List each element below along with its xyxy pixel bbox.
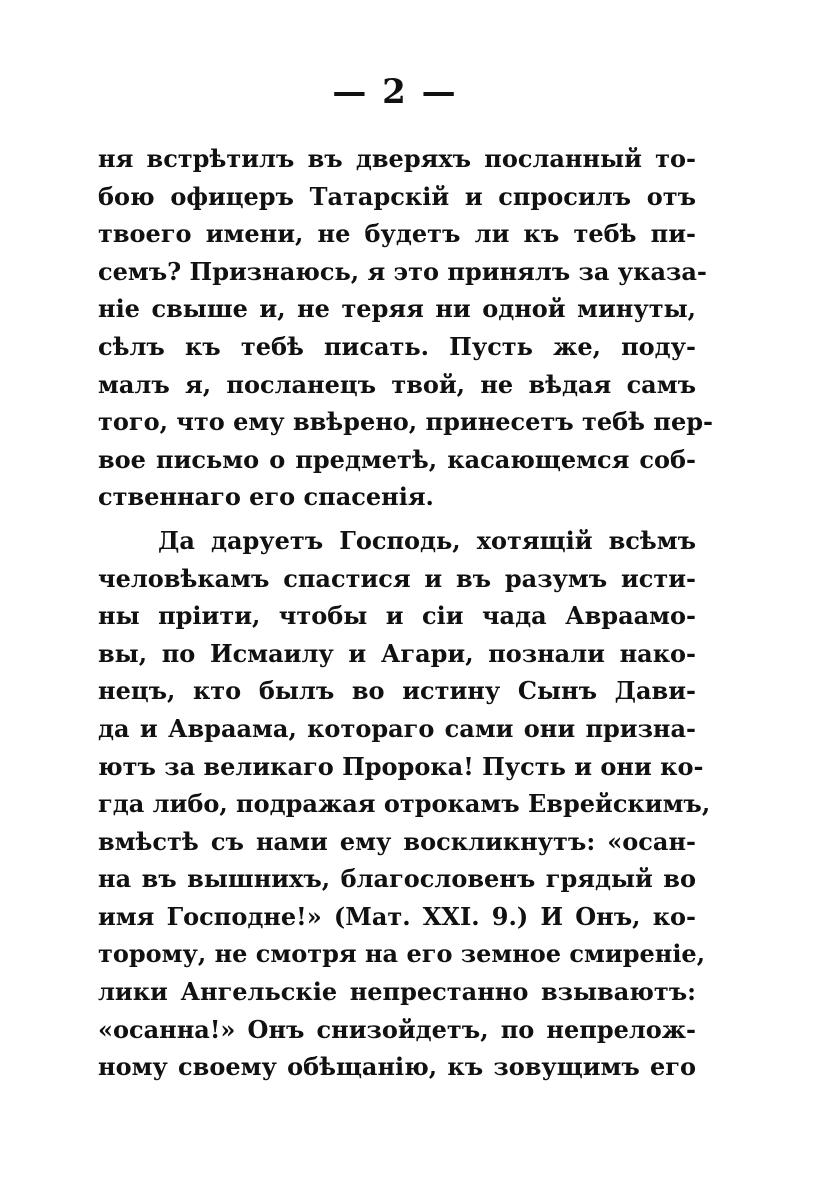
text-line: семъ? Признаюсь, я это принялъ за указа- [98, 256, 707, 286]
text-line: вмѣстѣ съ нами ему воскликнутъ: «осан- [98, 826, 696, 856]
text-line: ютъ за великаго Пророка! Пусть и они ко- [98, 751, 704, 781]
text-line: да и Авраама, котораго сами они призна- [98, 713, 696, 743]
text-line: ны пріити, чтобы и сіи чада Авраамо- [98, 601, 696, 631]
text-line: Да даруетъ Господь, хотящій всѣмъ [158, 525, 696, 555]
paragraph-2 [98, 522, 711, 1086]
paragraph-1 [98, 140, 713, 516]
text-line: малъ я, посланецъ твой, не вѣдая самъ [98, 369, 696, 399]
text-line: того, что ему ввѣрено, принесетъ тебѣ пер- [98, 407, 713, 437]
text-line: имя Господне!» (Мат. XXI. 9.) И Онъ, ко- [98, 901, 696, 931]
text-line: «осанна!» Онъ снизойдетъ, по непрелож- [98, 1014, 696, 1044]
text-line: бою офицеръ Татарскій и спросилъ отъ [98, 181, 696, 211]
text-line: твоего имени, не будетъ ли къ тебѣ пи- [98, 219, 696, 249]
text-line: вое письмо о предметѣ, касающемся соб- [98, 444, 696, 474]
text-line: торому, не смотря на его земное смиреніе, [98, 939, 706, 969]
text-line: ня встрѣтилъ въ дверяхъ посланный то- [98, 144, 696, 173]
text-line: на въ вышнихъ, благословенъ грядый во [98, 864, 696, 894]
text-line: нецъ, кто былъ во истину Сынъ Дави- [98, 676, 696, 706]
text-line: ніе свыше и, не теряя ни одной минуты, [98, 294, 696, 324]
text-line: человѣкамъ спастися и въ разумъ исти- [98, 563, 696, 593]
text-line: ственнаго его спасенія. [98, 482, 434, 512]
text-line: ному своему обѣщанію, къ зовущимъ его [98, 1052, 696, 1082]
text-body [98, 140, 713, 1086]
page-number: — 2 — [332, 72, 458, 112]
text-line: сѣлъ къ тебѣ писать. Пусть же, поду- [98, 331, 696, 361]
text-line: вы, по Исмаилу и Агари, познали нако- [98, 638, 696, 668]
text-line: гда либо, подражая отрокамъ Еврейскимъ, [98, 789, 711, 819]
text-line: лики Ангельскіе непрестанно взываютъ: [98, 977, 696, 1007]
